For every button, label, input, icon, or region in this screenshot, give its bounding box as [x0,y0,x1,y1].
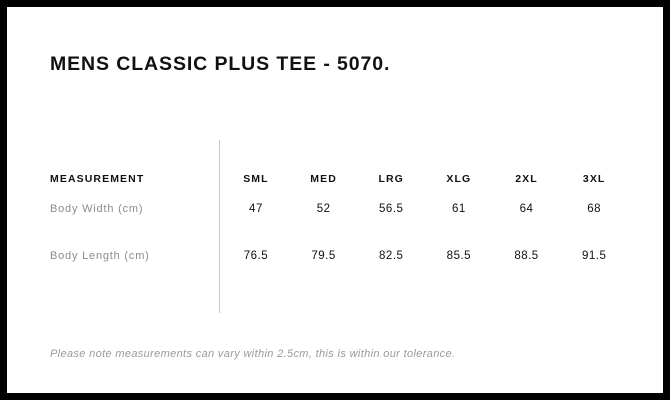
cell-body-length-2xl: 88.5 [514,249,539,262]
size-chart-card [7,7,663,393]
cell-body-width-2xl: 64 [519,202,534,215]
column-header-med: MED [310,173,337,185]
cell-body-width-lrg: 56.5 [379,202,404,215]
cell-body-length-med: 79.5 [311,249,336,262]
cell-body-length-sml: 76.5 [243,249,269,262]
table-header [50,137,628,185]
column-header-3xl: 3XL [582,173,606,185]
cell-body-width-xlg: 61 [451,202,466,215]
cell-body-width-sml: 47 [249,202,263,215]
cell-body-length-lrg: 82.5 [379,249,404,262]
row-label-body-length: Body Length (cm) [50,249,150,262]
cell-body-width-med: 52 [316,202,331,215]
cell-body-width-3xl: 68 [587,202,602,215]
page-title: MENS CLASSIC PLUS TEE - 5070. [50,53,391,75]
table-row [50,232,628,279]
column-header-xlg: XLG [446,173,472,185]
column-header-lrg: LRG [378,173,404,185]
table-row [50,185,628,232]
table-body [50,185,628,279]
column-header-measurement: MEASUREMENT [50,173,145,185]
cell-body-length-xlg: 85.5 [446,249,472,262]
cell-body-length-3xl: 91.5 [581,249,607,262]
column-header-2xl: 2XL [515,173,538,185]
table-header-row [50,137,628,185]
tolerance-note: Please note measurements can vary within 2.5cm, this is within our tolerance. [50,348,456,360]
column-header-sml: SML [243,173,269,185]
size-chart-table [50,137,628,279]
size-chart-table-container [50,137,628,279]
row-label-body-width: Body Width (cm) [50,202,144,215]
